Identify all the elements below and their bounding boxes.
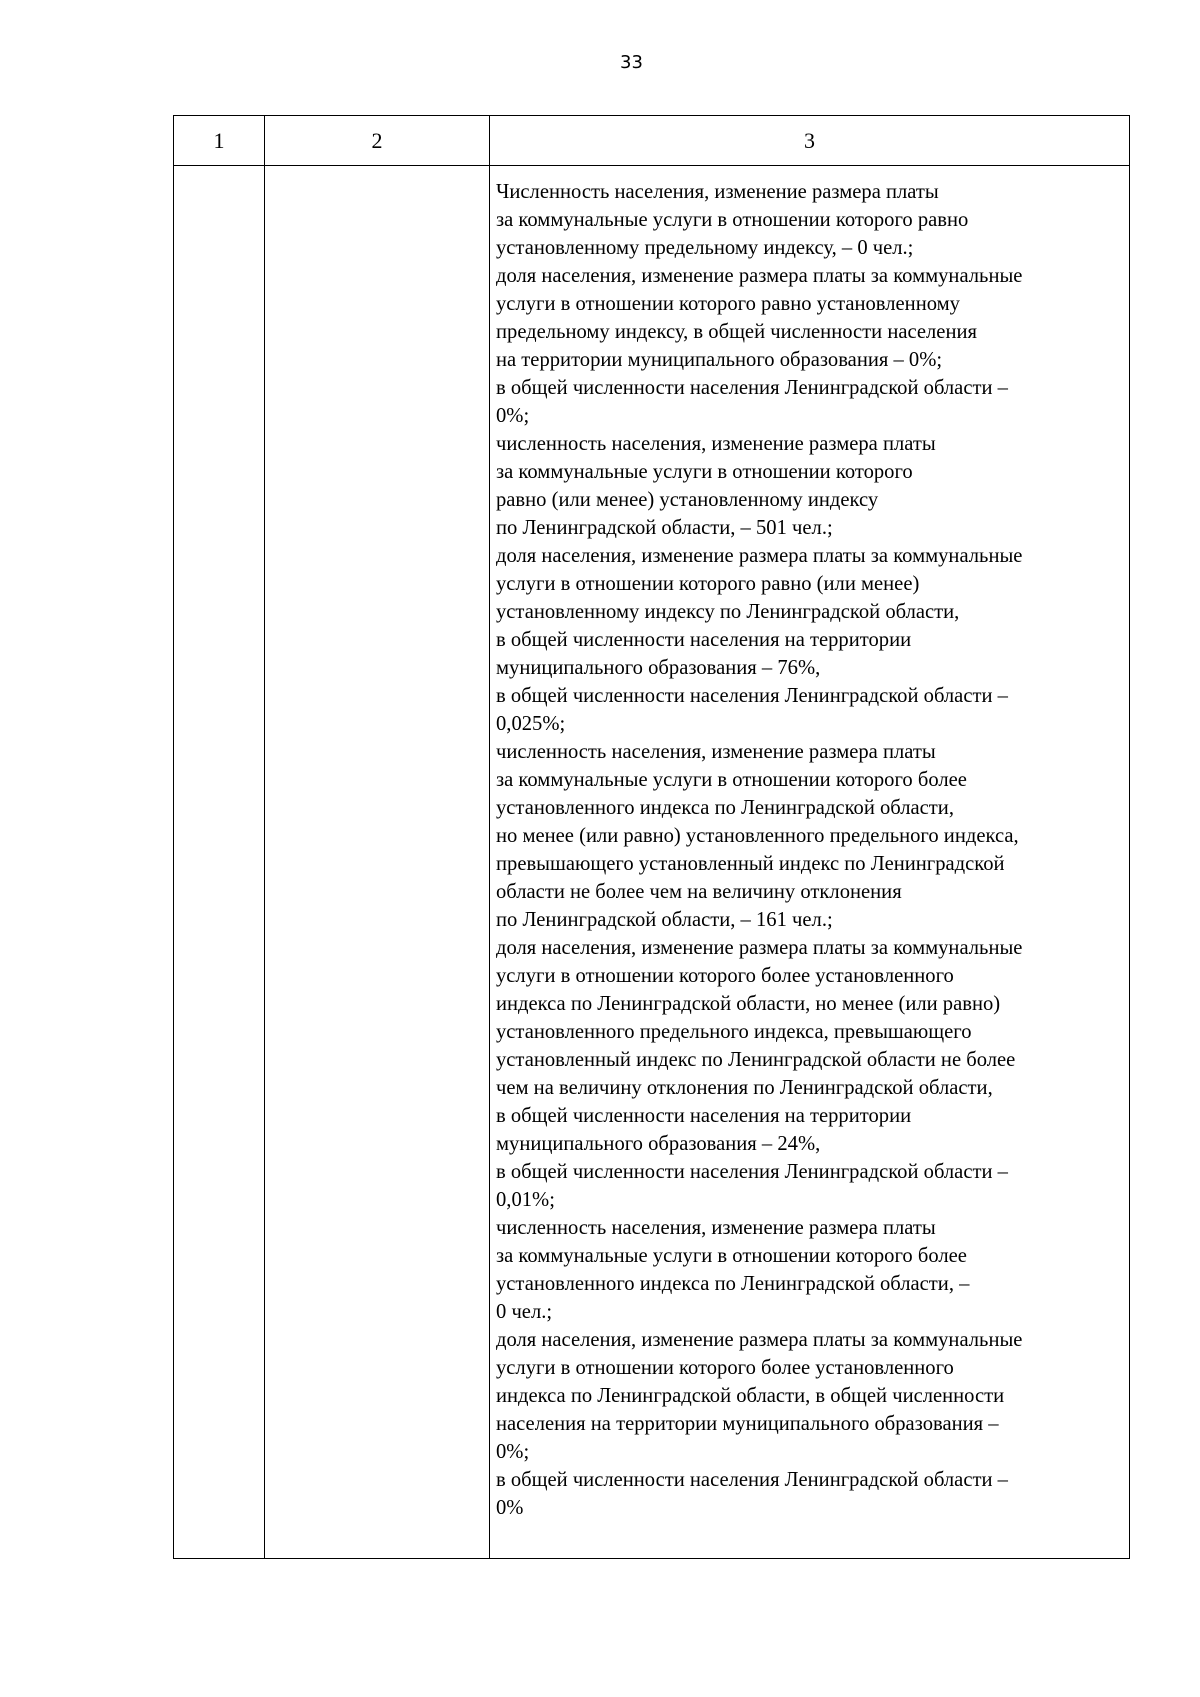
text-line: установленного предельного индекса, превышающего bbox=[496, 1021, 972, 1043]
text-line: численность населения, изменение размера платы bbox=[496, 1217, 936, 1239]
text-line: в общей численности населения Ленинградской области – bbox=[496, 377, 1008, 399]
text-line: доля населения, изменение размера платы за коммунальные bbox=[496, 1329, 1023, 1351]
text-line: населения на территории муниципального образования – bbox=[496, 1413, 999, 1435]
text-line: по Ленинградской области, – 501 чел.; bbox=[496, 517, 833, 539]
text-line: услуги в отношении которого более установленного bbox=[496, 1357, 954, 1379]
data-table bbox=[173, 115, 1130, 1559]
text-line: 0% bbox=[496, 1497, 524, 1519]
table-cell-col2 bbox=[265, 166, 490, 1559]
text-line: области не более чем на величину отклонения bbox=[496, 881, 902, 903]
text-line: на территории муниципального образования – 0%; bbox=[496, 349, 943, 371]
table-cell-col1 bbox=[174, 166, 265, 1559]
text-line: численность населения, изменение размера платы bbox=[496, 741, 936, 763]
text-line: равно (или менее) установленному индексу bbox=[496, 489, 879, 511]
text-line: 0,025%; bbox=[496, 713, 566, 735]
text-line: доля населения, изменение размера платы за коммунальные bbox=[496, 545, 1023, 567]
column-header-3: 3 bbox=[490, 116, 1130, 166]
text-line: в общей численности населения Ленинградской области – bbox=[496, 1161, 1008, 1183]
text-line: в общей численности населения Ленинградской области – bbox=[496, 685, 1008, 707]
text-line: услуги в отношении которого равно установленному bbox=[496, 293, 960, 315]
text-line: муниципального образования – 24%, bbox=[496, 1133, 821, 1155]
text-line: доля населения, изменение размера платы за коммунальные bbox=[496, 937, 1023, 959]
text-line: установленному индексу по Ленинградской области, bbox=[496, 601, 960, 623]
text-line: индекса по Ленинградской области, в общей численности bbox=[496, 1385, 1005, 1407]
text-line: 0%; bbox=[496, 405, 530, 427]
text-line: чем на величину отклонения по Ленинградской области, bbox=[496, 1077, 993, 1099]
text-line: установленный индекс по Ленинградской области не более bbox=[496, 1049, 1016, 1071]
text-line: за коммунальные услуги в отношении которого более bbox=[496, 769, 967, 791]
text-line: установленного индекса по Ленинградской области, – bbox=[496, 1273, 970, 1295]
text-line: в общей численности населения на территории bbox=[496, 629, 912, 651]
text-line: но менее (или равно) установленного предельного индекса, bbox=[496, 825, 1019, 847]
text-line: численность населения, изменение размера платы bbox=[496, 433, 936, 455]
text-line: Численность населения, изменение размера платы bbox=[496, 181, 939, 203]
text-line: по Ленинградской области, – 161 чел.; bbox=[496, 909, 833, 931]
text-line: услуги в отношении которого более установленного bbox=[496, 965, 954, 987]
text-line: услуги в отношении которого равно (или менее) bbox=[496, 573, 920, 595]
text-line: муниципального образования – 76%, bbox=[496, 657, 821, 679]
text-line: 0 чел.; bbox=[496, 1301, 553, 1323]
text-line: индекса по Ленинградской области, но менее (или равно) bbox=[496, 993, 1001, 1015]
text-line: установленному предельному индексу, – 0 чел.; bbox=[496, 237, 914, 259]
text-line: установленного индекса по Ленинградской области, bbox=[496, 797, 954, 819]
text-line: превышающего установленный индекс по Ленинградской bbox=[496, 853, 1005, 875]
column-header-2: 2 bbox=[265, 116, 490, 166]
table-header-row bbox=[174, 116, 1130, 166]
table-row bbox=[174, 166, 1130, 1559]
column-header-1: 1 bbox=[174, 116, 265, 166]
text-line: в общей численности населения Ленинградской области – bbox=[496, 1469, 1008, 1491]
page-number: 33 bbox=[620, 52, 643, 73]
text-line: за коммунальные услуги в отношении которого более bbox=[496, 1245, 967, 1267]
text-line: 0,01%; bbox=[496, 1189, 555, 1211]
text-line: в общей численности населения на территории bbox=[496, 1105, 912, 1127]
indicator-text bbox=[490, 166, 1129, 1522]
text-line: за коммунальные услуги в отношении которого равно bbox=[496, 209, 969, 231]
text-line: 0%; bbox=[496, 1441, 530, 1463]
table-cell-col3 bbox=[490, 166, 1130, 1559]
text-line: предельному индексу, в общей численности населения bbox=[496, 321, 977, 343]
text-line: за коммунальные услуги в отношении которого bbox=[496, 461, 913, 483]
text-line: доля населения, изменение размера платы за коммунальные bbox=[496, 265, 1023, 287]
